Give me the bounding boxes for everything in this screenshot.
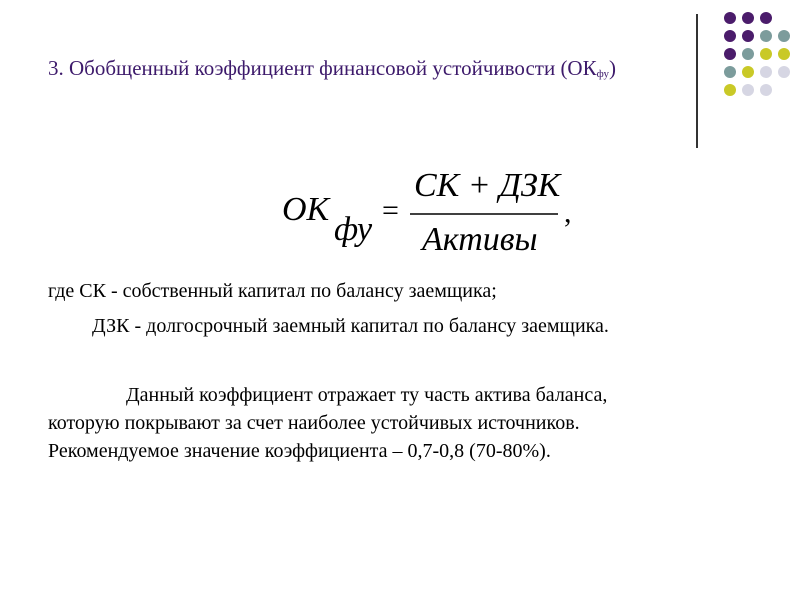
decorative-dot [742,48,754,60]
decorative-dot [742,12,754,24]
formula-svg [270,160,590,260]
definition-dzk: ДЗК - долгосрочный заемный капитал по балансу заемщика. [92,315,609,337]
decorative-dot [742,30,754,42]
decorative-dot [778,30,790,42]
decorative-dot [724,30,736,42]
formula-equals: = [382,194,399,227]
formula-numerator: СК + ДЗК [414,167,561,204]
formula-lhs-subscript: фу [334,211,373,248]
decorative-dot [760,66,772,78]
slide-title-main: 3. Обобщенный коэффициент финансовой устойчивости (ОК [48,56,597,80]
decorative-dot [724,84,736,96]
slide-title-subscript: фу [596,68,609,80]
decorative-dot [742,84,754,96]
decorative-dot [778,66,790,78]
description-line-3: Рекомендуемое значение коэффициента – 0,7-0,8 (70-80%). [48,440,551,462]
decorative-dot [724,48,736,60]
definition-sk: где СК - собственный капитал по балансу заемщика; [48,280,497,302]
formula-denominator: Активы [422,221,538,258]
slide-title [48,56,616,81]
decorative-dot [760,12,772,24]
description-line-1: Данный коэффициент отражает ту часть актива баланса, [126,384,608,406]
decorative-divider [696,14,698,148]
decorative-dot [724,12,736,24]
description-paragraph [48,381,607,465]
slide-title-close: ) [608,56,616,80]
decorative-dot [778,48,790,60]
formula-trailing-comma: , [564,196,572,229]
decorative-dot [760,84,772,96]
formula-lhs-main: ОК [282,191,330,228]
decorative-dot [760,30,772,42]
formula [270,160,590,260]
decorative-dot [742,66,754,78]
description-line-2: которую покрывают за счет наиболее устойчивых источников. [48,412,580,434]
decorative-dot [724,66,736,78]
decorative-dot [760,48,772,60]
